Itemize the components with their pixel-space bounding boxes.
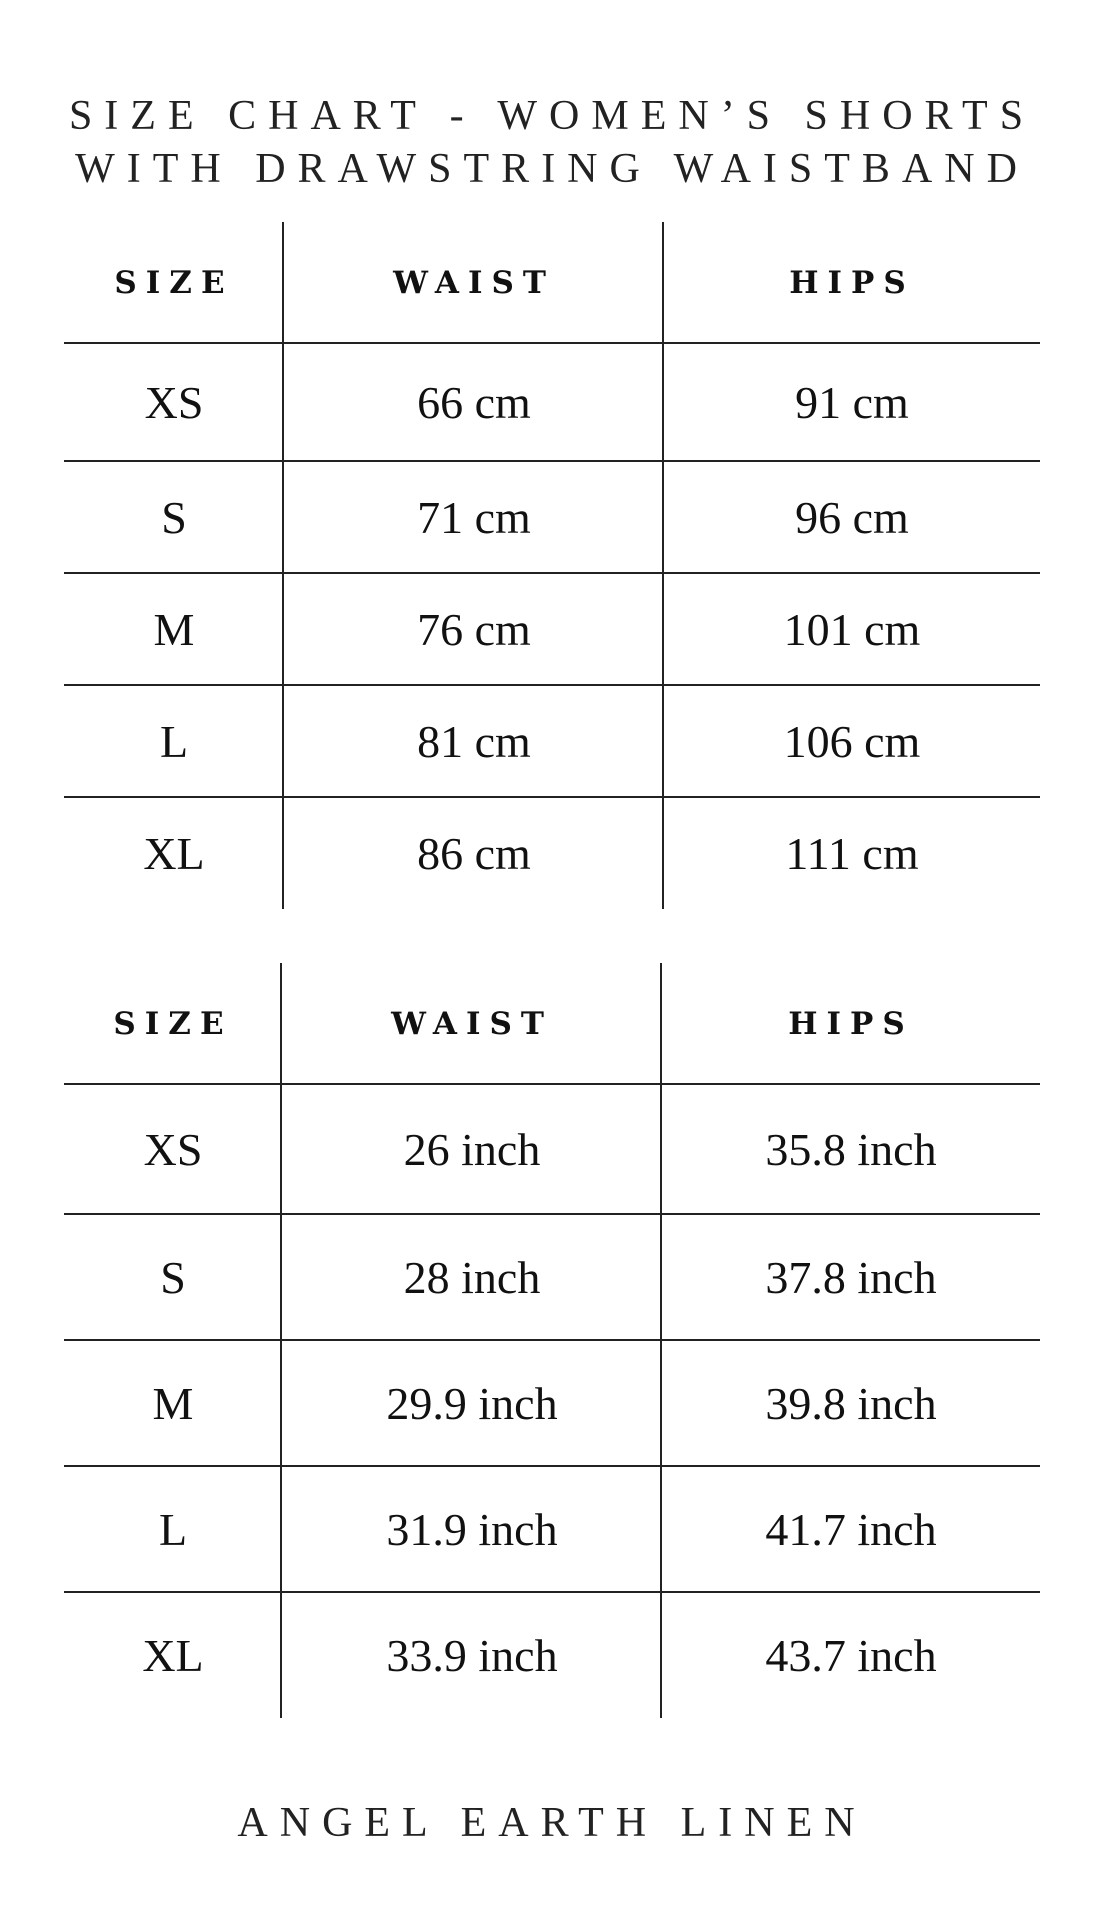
header-size: SIZE — [113, 1005, 233, 1042]
header-hips: HIPS — [789, 264, 915, 301]
hips-cell: 37.8 inch — [765, 1251, 937, 1303]
hips-cell: 96 cm — [795, 491, 909, 543]
chart-title-line-1: SIZE CHART - WOMEN’S SHORTS — [68, 93, 1036, 139]
size-table-cm — [64, 222, 1040, 909]
size-cell: S — [161, 491, 187, 543]
waist-cell: 28 inch — [403, 1251, 541, 1303]
waist-cell: 29.9 inch — [386, 1377, 558, 1429]
hips-cell: 43.7 inch — [765, 1629, 937, 1681]
waist-cell: 26 inch — [403, 1123, 541, 1175]
hips-cell: 106 cm — [783, 715, 921, 767]
waist-cell: 86 cm — [417, 827, 531, 879]
waist-cell: 66 cm — [417, 376, 531, 428]
size-cell: S — [160, 1251, 186, 1303]
waist-cell: 76 cm — [417, 603, 531, 655]
size-cell: XS — [143, 1123, 203, 1175]
header-size: SIZE — [114, 264, 234, 301]
size-cell: M — [152, 1377, 194, 1429]
brand-footer: ANGEL EARTH LINEN — [237, 1800, 867, 1846]
size-cell: XL — [142, 1629, 204, 1681]
hips-cell: 91 cm — [795, 376, 909, 428]
waist-cell: 81 cm — [417, 715, 531, 767]
chart-title-line-2: WITH DRAWSTRING WAISTBAND — [75, 146, 1029, 192]
hips-cell: 101 cm — [783, 603, 921, 655]
size-cell: XS — [144, 376, 204, 428]
hips-cell: 35.8 inch — [765, 1123, 937, 1175]
waist-cell: 33.9 inch — [386, 1629, 558, 1681]
size-cell: L — [158, 1503, 188, 1555]
waist-cell: 71 cm — [417, 491, 531, 543]
hips-cell: 39.8 inch — [765, 1377, 937, 1429]
header-waist: WAIST — [391, 1005, 553, 1042]
hips-cell: 111 cm — [785, 827, 919, 879]
size-cell: XL — [143, 827, 205, 879]
header-hips: HIPS — [788, 1005, 914, 1042]
size-table-inch — [64, 963, 1040, 1718]
hips-cell: 41.7 inch — [765, 1503, 937, 1555]
waist-cell: 31.9 inch — [386, 1503, 558, 1555]
size-cell: L — [159, 715, 189, 767]
header-waist: WAIST — [393, 264, 555, 301]
size-cell: M — [153, 603, 195, 655]
